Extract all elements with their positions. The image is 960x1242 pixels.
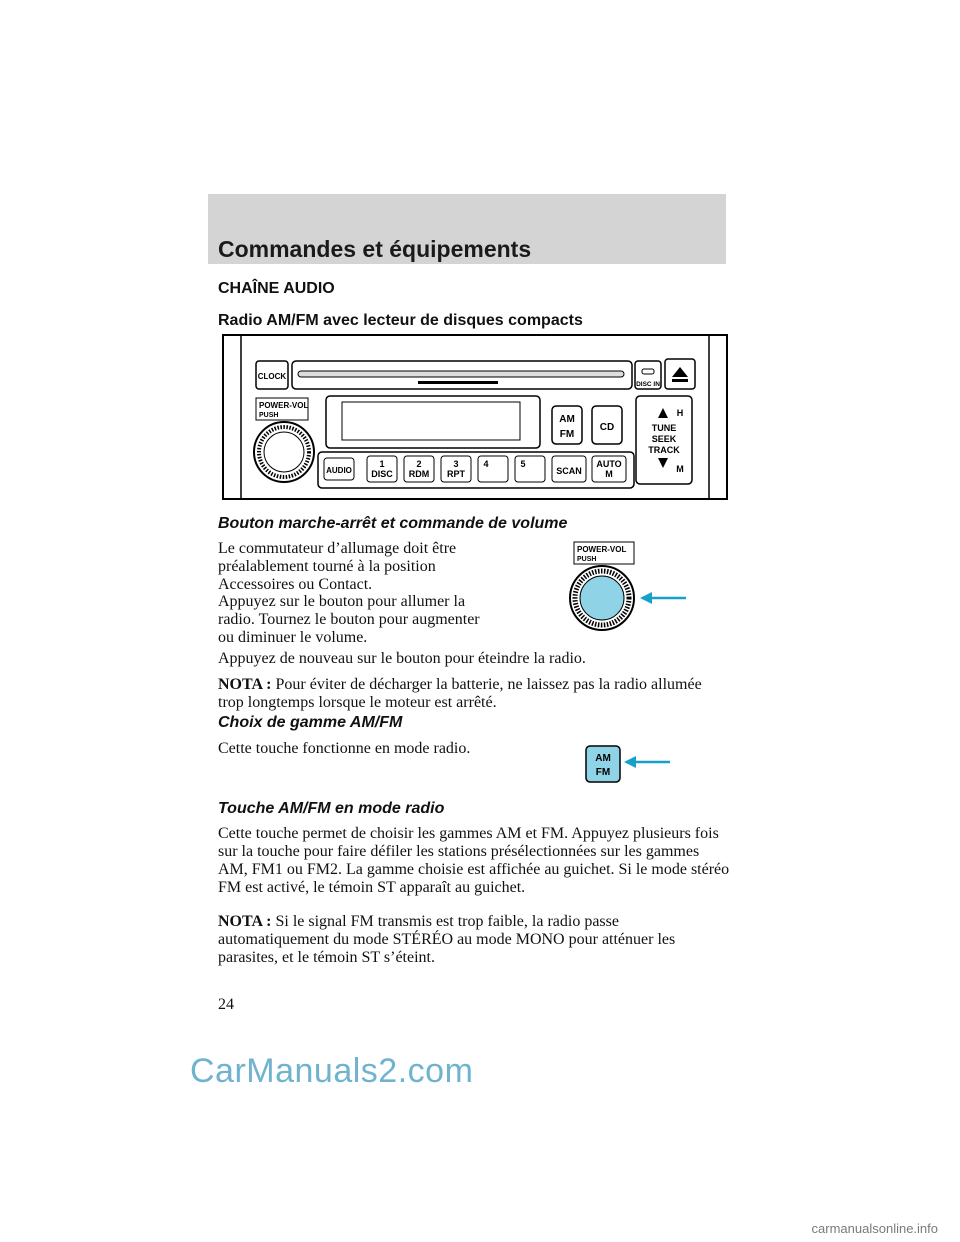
radio-mode-p1: Cette touche permet de choisir les gammes AM et FM. Appuyez plusieurs fois sur la touche pour faire défiler les stations présélectionnées sur les gammes AM, FM1 ou FM2. La gamme choisie est affichée au guichet. Si le mode stéréo FM est activé, le témoin ST apparaît au guichet.: [218, 825, 730, 896]
radio-mode-note-label: NOTA :: [218, 913, 272, 930]
power-note-label: NOTA :: [218, 676, 272, 693]
power-p1: Le commutateur d’allumage doit être préalablement tourné à la position Accessoires ou Contact.: [218, 540, 457, 593]
knob-label-push: PUSH: [577, 556, 597, 563]
power-vol-label: POWER-VOL: [259, 401, 309, 410]
band-heading: Choix de gamme AM/FM: [218, 714, 403, 731]
radio-mode-note: [218, 913, 730, 967]
radio-mode-note-text: Si le signal FM transmis est trop faible, la radio passe automatiquement du mode STÉRÉO au mode MONO pour atténuer les parasites, et le témoin ST s’éteint.: [218, 913, 676, 966]
watermark-footer: carmanualsonline.info: [811, 1221, 938, 1236]
power-note: [218, 676, 728, 712]
push-label: PUSH: [259, 412, 279, 419]
track-label: TRACK: [648, 445, 680, 455]
auto-button-label: AUTO: [596, 459, 622, 469]
preset1-label: DISC: [371, 469, 393, 479]
preset1-number: 1: [379, 459, 385, 469]
power-knob-illustration: [560, 540, 690, 640]
tune-m-label: M: [676, 464, 684, 474]
audio-button-label: AUDIO: [326, 466, 352, 475]
tune-h-label: H: [676, 408, 684, 418]
header-bar: [208, 194, 726, 264]
radio-subtitle: Radio AM/FM avec lecteur de disques compacts: [218, 312, 583, 329]
knob-label-power: POWER-VOL: [577, 545, 627, 554]
preset3-number: 3: [453, 459, 459, 469]
section-title: CHAÎNE AUDIO: [218, 280, 335, 297]
page-title: Commandes et équipements: [218, 236, 532, 262]
power-note-text: Pour éviter de décharger la batterie, ne laissez pas la radio allumée trop longtemps lorsque le moteur est arrêté.: [218, 676, 702, 711]
radio-panel-illustration: [222, 334, 728, 500]
scan-button-label: SCAN: [556, 466, 582, 476]
band-p1: Cette touche fonctionne en mode radio.: [218, 740, 471, 757]
auto-m-label: M: [605, 469, 613, 479]
fm-button-label: FM: [595, 767, 611, 778]
seek-label: SEEK: [651, 434, 677, 444]
watermark-logo: CarManuals2.com: [190, 1052, 474, 1090]
preset2-label: RDM: [408, 469, 430, 479]
power-p3: Appuyez de nouveau sur le bouton pour éteindre la radio.: [218, 650, 586, 667]
preset5-number: 5: [520, 459, 526, 469]
panel-am-label: AM: [559, 414, 575, 425]
am-fm-button-illustration: [584, 744, 674, 784]
disc-in-label: DISC IN: [636, 381, 660, 388]
tune-label: TUNE: [651, 423, 677, 433]
panel-cd-label: CD: [599, 422, 615, 433]
preset4-number: 4: [483, 459, 489, 469]
clock-button-label: CLOCK: [257, 372, 287, 381]
power-heading: Bouton marche-arrêt et commande de volume: [218, 515, 568, 532]
panel-fm-label: FM: [559, 429, 575, 440]
page-number: 24: [218, 996, 234, 1013]
radio-mode-heading: Touche AM/FM en mode radio: [218, 800, 445, 817]
preset3-label: RPT: [447, 469, 465, 479]
am-button-label: AM: [595, 753, 611, 764]
power-p2: Appuyez sur le bouton pour allumer la radio. Tournez le bouton pour augmenter ou diminuer le volume.: [218, 593, 480, 646]
preset2-number: 2: [416, 459, 422, 469]
